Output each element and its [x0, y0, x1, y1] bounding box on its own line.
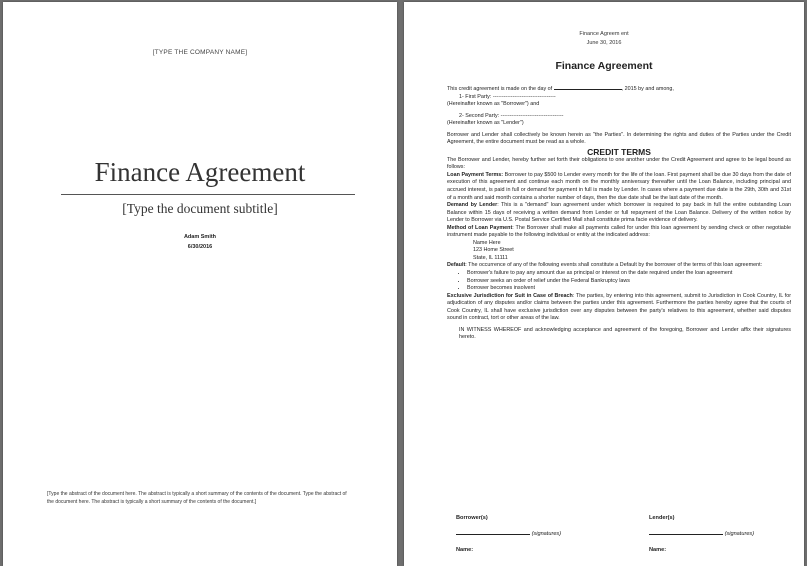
address-street: 123 Home Street [473, 247, 514, 254]
second-known: (Hereinafter known as "Lender") [447, 120, 524, 127]
agreement-body [447, 86, 791, 342]
author-name[interactable]: Adam Smith [183, 234, 217, 240]
header-doc-name[interactable]: Finance Agreem ent [579, 31, 629, 37]
company-name[interactable]: [TYPE THE COMPANY NAME] [152, 49, 248, 56]
first-known: (Hereinafter known as "Borrower") and [447, 101, 540, 108]
terms-intro: The Borrower and Lender, hereby further set forth their obligations to one another under the Credit Agreement and agree to be legal bound as follows: [447, 156, 791, 171]
loan-terms-paragraph: Loan Payment Terms: Borrower to pay $500 to Lender every month for the life of the loan. First payment shall be due 30 days from the date of execution of this agreement and continue each month on the monthly anniversary thereafter until the Loan Balance, including principal and accrued interest, is paid in full or demand for payment in full is made by Lender. In cases where a payment due date is the 29th, 30th and 31st of a month and said month contains a shorter number of days, then the due date shall be the last date of the month. [447, 171, 791, 201]
method-paragraph: Method of Loan Payment: The Borrower shall make all payments called for under this loan agreement by sending check or other negotiable instrument made payable to the following individual or entity at the indicated address: [447, 224, 791, 239]
jurisdiction-paragraph: Exclusive Jurisdiction for Suit in Case of Breach: The parties, by entering into this agreement, submit to Jurisdiction in Cook Country, IL for adjudication of any disputes and/or claims between the parties under this agreement. Furthermore the parties hereby agree that the courts of Cook Country, IL shall have exclusive jurisdiction over any disputes between the party's relatives to this agreement, whether said disputes sound in contract, tort or other areas of the law. [447, 292, 791, 322]
default-paragraph: Default: The occurrence of any of the following events shall constitute a Default by the borrower of the terms of this loan agreement: [447, 262, 763, 269]
agreement-title: Finance Agreement [555, 60, 653, 72]
address-name: Name Here [473, 239, 501, 246]
lender-label: Lender(s) [649, 515, 675, 521]
borrower-name-field[interactable]: Name: [456, 547, 474, 553]
cover-title[interactable]: Finance Agreement [94, 157, 306, 187]
credit-terms-heading: CREDIT TERMS [587, 146, 651, 157]
header-date[interactable]: June 30, 2016 [586, 40, 622, 46]
list-item: • Borrower's failure to pay any amount due as principal or interest on the date required under the loan agreement [467, 270, 791, 278]
address-city: State, IL 11111 [473, 254, 508, 261]
cover-page [3, 2, 397, 566]
agreement-page [404, 2, 804, 566]
list-item: • Borrower seeks an order of relief under the Federal Bankruptcy laws [467, 278, 791, 286]
cover-date[interactable]: 6/30/2016 [187, 244, 213, 250]
borrower-signature-field[interactable]: (signatures) [456, 531, 561, 537]
cover-subtitle[interactable]: [Type the document subtitle] [122, 201, 278, 216]
list-item: • Borrower becomes insolvent [467, 285, 791, 293]
abstract-text[interactable]: [Type the abstract of the document here. The abstract is typically a short summary of the contents of the document. Type the abstract of the document here. The abstract is typically a short summary of the contents of the document.] [47, 491, 347, 505]
lender-signature-field[interactable]: (signatures) [649, 531, 754, 537]
lender-name-field[interactable]: Name: [649, 547, 667, 553]
default-list [447, 270, 791, 293]
title-divider [61, 194, 355, 195]
parties-paragraph: Borrower and Lender shall collectively be known herein as "the Parties". In determining the rights and duties of the Parties under the Credit Agreement, the entire document must be read as a whole. [447, 131, 791, 146]
witness-paragraph: IN WITNESS WHEREOF and acknowledging acceptance and agreement of the foregoing, Borrower and Lender affix their signatures hereto. [459, 326, 791, 341]
date-blank[interactable] [554, 89, 622, 90]
demand-paragraph: Demand by Lender: This is a "demand" loan agreement under which borrower is required to pay back in full the entire outstanding Loan Balance within 15 days of receiving a written demand from Lender or full repayment of the Loan Balance. Delivery of the written notice by Lender to Borrower via U.S. Postal Service Certified Mail shall constitute prima facie evidence of delivery. [447, 202, 791, 224]
first-party[interactable]: 1- First Party: ----------------------------------- [459, 93, 556, 100]
second-party[interactable]: 2- Second Party: ----------------------------------- [459, 112, 564, 119]
borrower-label: Borrower(s) [456, 515, 488, 521]
intro-line: This credit agreement is made on the day of , 2015 by and among, [447, 86, 674, 92]
